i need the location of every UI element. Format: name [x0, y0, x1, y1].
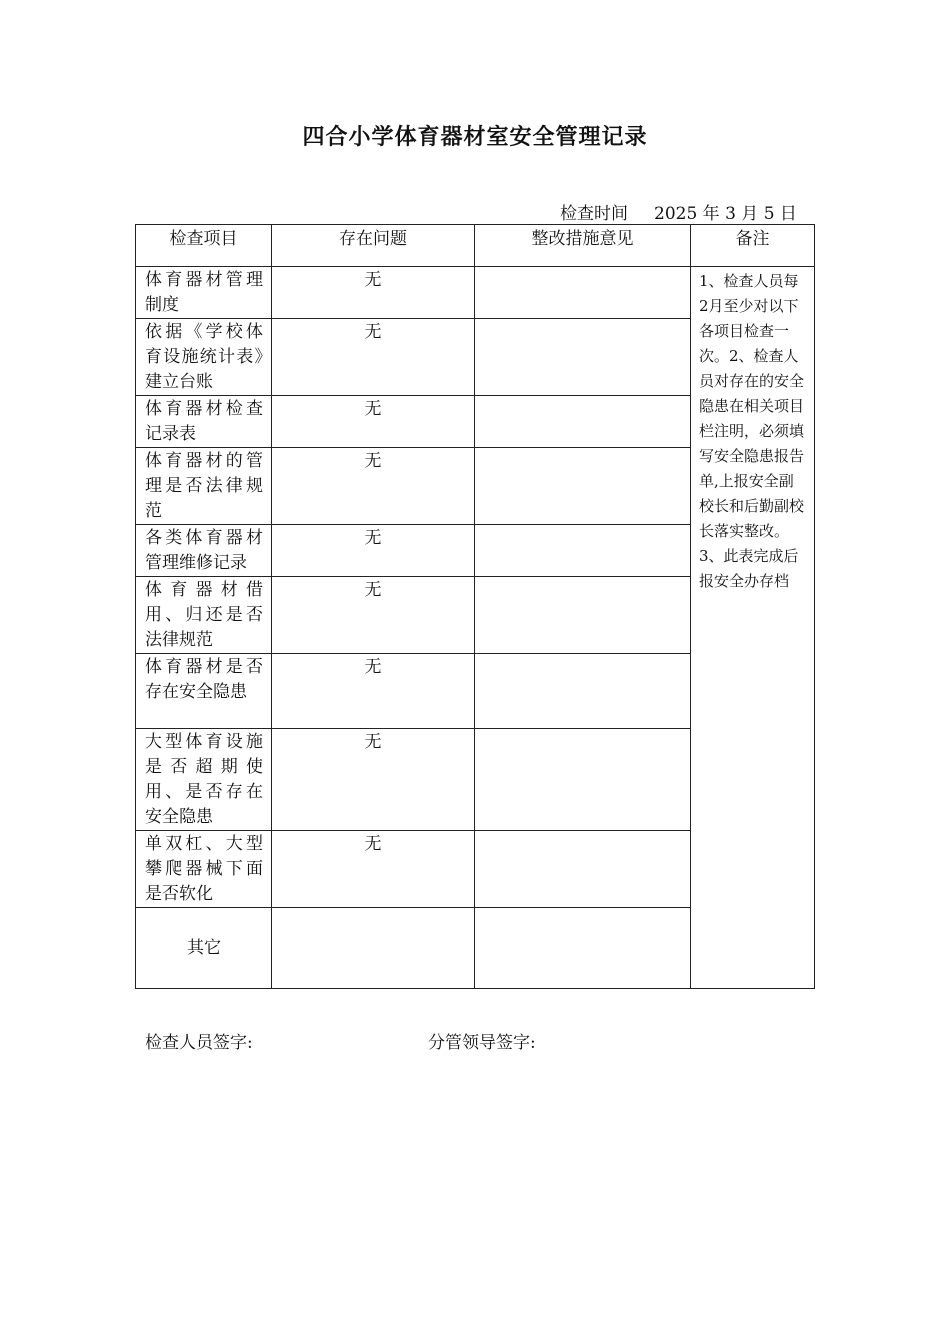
item-cell: 体育器材检查记录表 — [136, 396, 272, 448]
remark-cell: 1、检查人员每2月至少对以下各项目检查一次。2、检查人员对存在的安全隐患在相关项目栏注明，必须填写安全隐患报告单,上报安全副校长和后勤副校长落实整改。3、此表完成后报安全办存档 — [691, 267, 815, 989]
item-cell-other: 其它 — [136, 908, 272, 989]
measure-cell — [475, 267, 691, 319]
problem-cell: 无 — [272, 267, 475, 319]
problem-cell: 无 — [272, 448, 475, 525]
problem-cell: 无 — [272, 577, 475, 654]
measure-cell — [475, 831, 691, 908]
leader-signature-label: 分管领导签字: — [428, 1033, 536, 1053]
problem-cell: 无 — [272, 396, 475, 448]
problem-cell: 无 — [272, 319, 475, 396]
check-time-label: 检查时间 — [560, 204, 628, 224]
item-cell: 体育器材借用、归还是否法律规范 — [136, 577, 272, 654]
header-measure: 整改措施意见 — [475, 225, 691, 267]
problem-cell: 无 — [272, 525, 475, 577]
measure-cell — [475, 577, 691, 654]
header-remark: 备注 — [691, 225, 815, 267]
item-cell: 各类体育器材管理维修记录 — [136, 525, 272, 577]
document-title: 四合小学体育器材室安全管理记录 — [302, 124, 648, 150]
table-row — [136, 267, 815, 319]
item-cell: 体育器材管理制度 — [136, 267, 272, 319]
measure-cell — [475, 396, 691, 448]
check-date-line — [560, 199, 797, 224]
table-header-row — [136, 225, 815, 267]
problem-cell: 无 — [272, 654, 475, 729]
measure-cell — [475, 319, 691, 396]
problem-cell: 无 — [272, 729, 475, 831]
measure-cell — [475, 654, 691, 729]
item-cell: 体育器材是否存在安全隐患 — [136, 654, 272, 729]
item-cell: 大型体育设施是否超期使用、是否存在安全隐患 — [136, 729, 272, 831]
header-item: 检查项目 — [136, 225, 272, 267]
inspection-record-table — [135, 224, 815, 989]
header-problem: 存在问题 — [272, 225, 475, 267]
check-date-value: 2025 年 3 月 5 日 — [654, 204, 797, 224]
problem-cell — [272, 908, 475, 989]
measure-cell — [475, 908, 691, 989]
measure-cell — [475, 525, 691, 577]
item-cell: 体育器材的管理是否法律规范 — [136, 448, 272, 525]
measure-cell — [475, 729, 691, 831]
item-cell: 单双杠、大型攀爬器械下面是否软化 — [136, 831, 272, 908]
problem-cell: 无 — [272, 831, 475, 908]
item-cell: 依据《学校体育设施统计表》建立台账 — [136, 319, 272, 396]
measure-cell — [475, 448, 691, 525]
inspector-signature-label: 检查人员签字: — [145, 1033, 253, 1053]
